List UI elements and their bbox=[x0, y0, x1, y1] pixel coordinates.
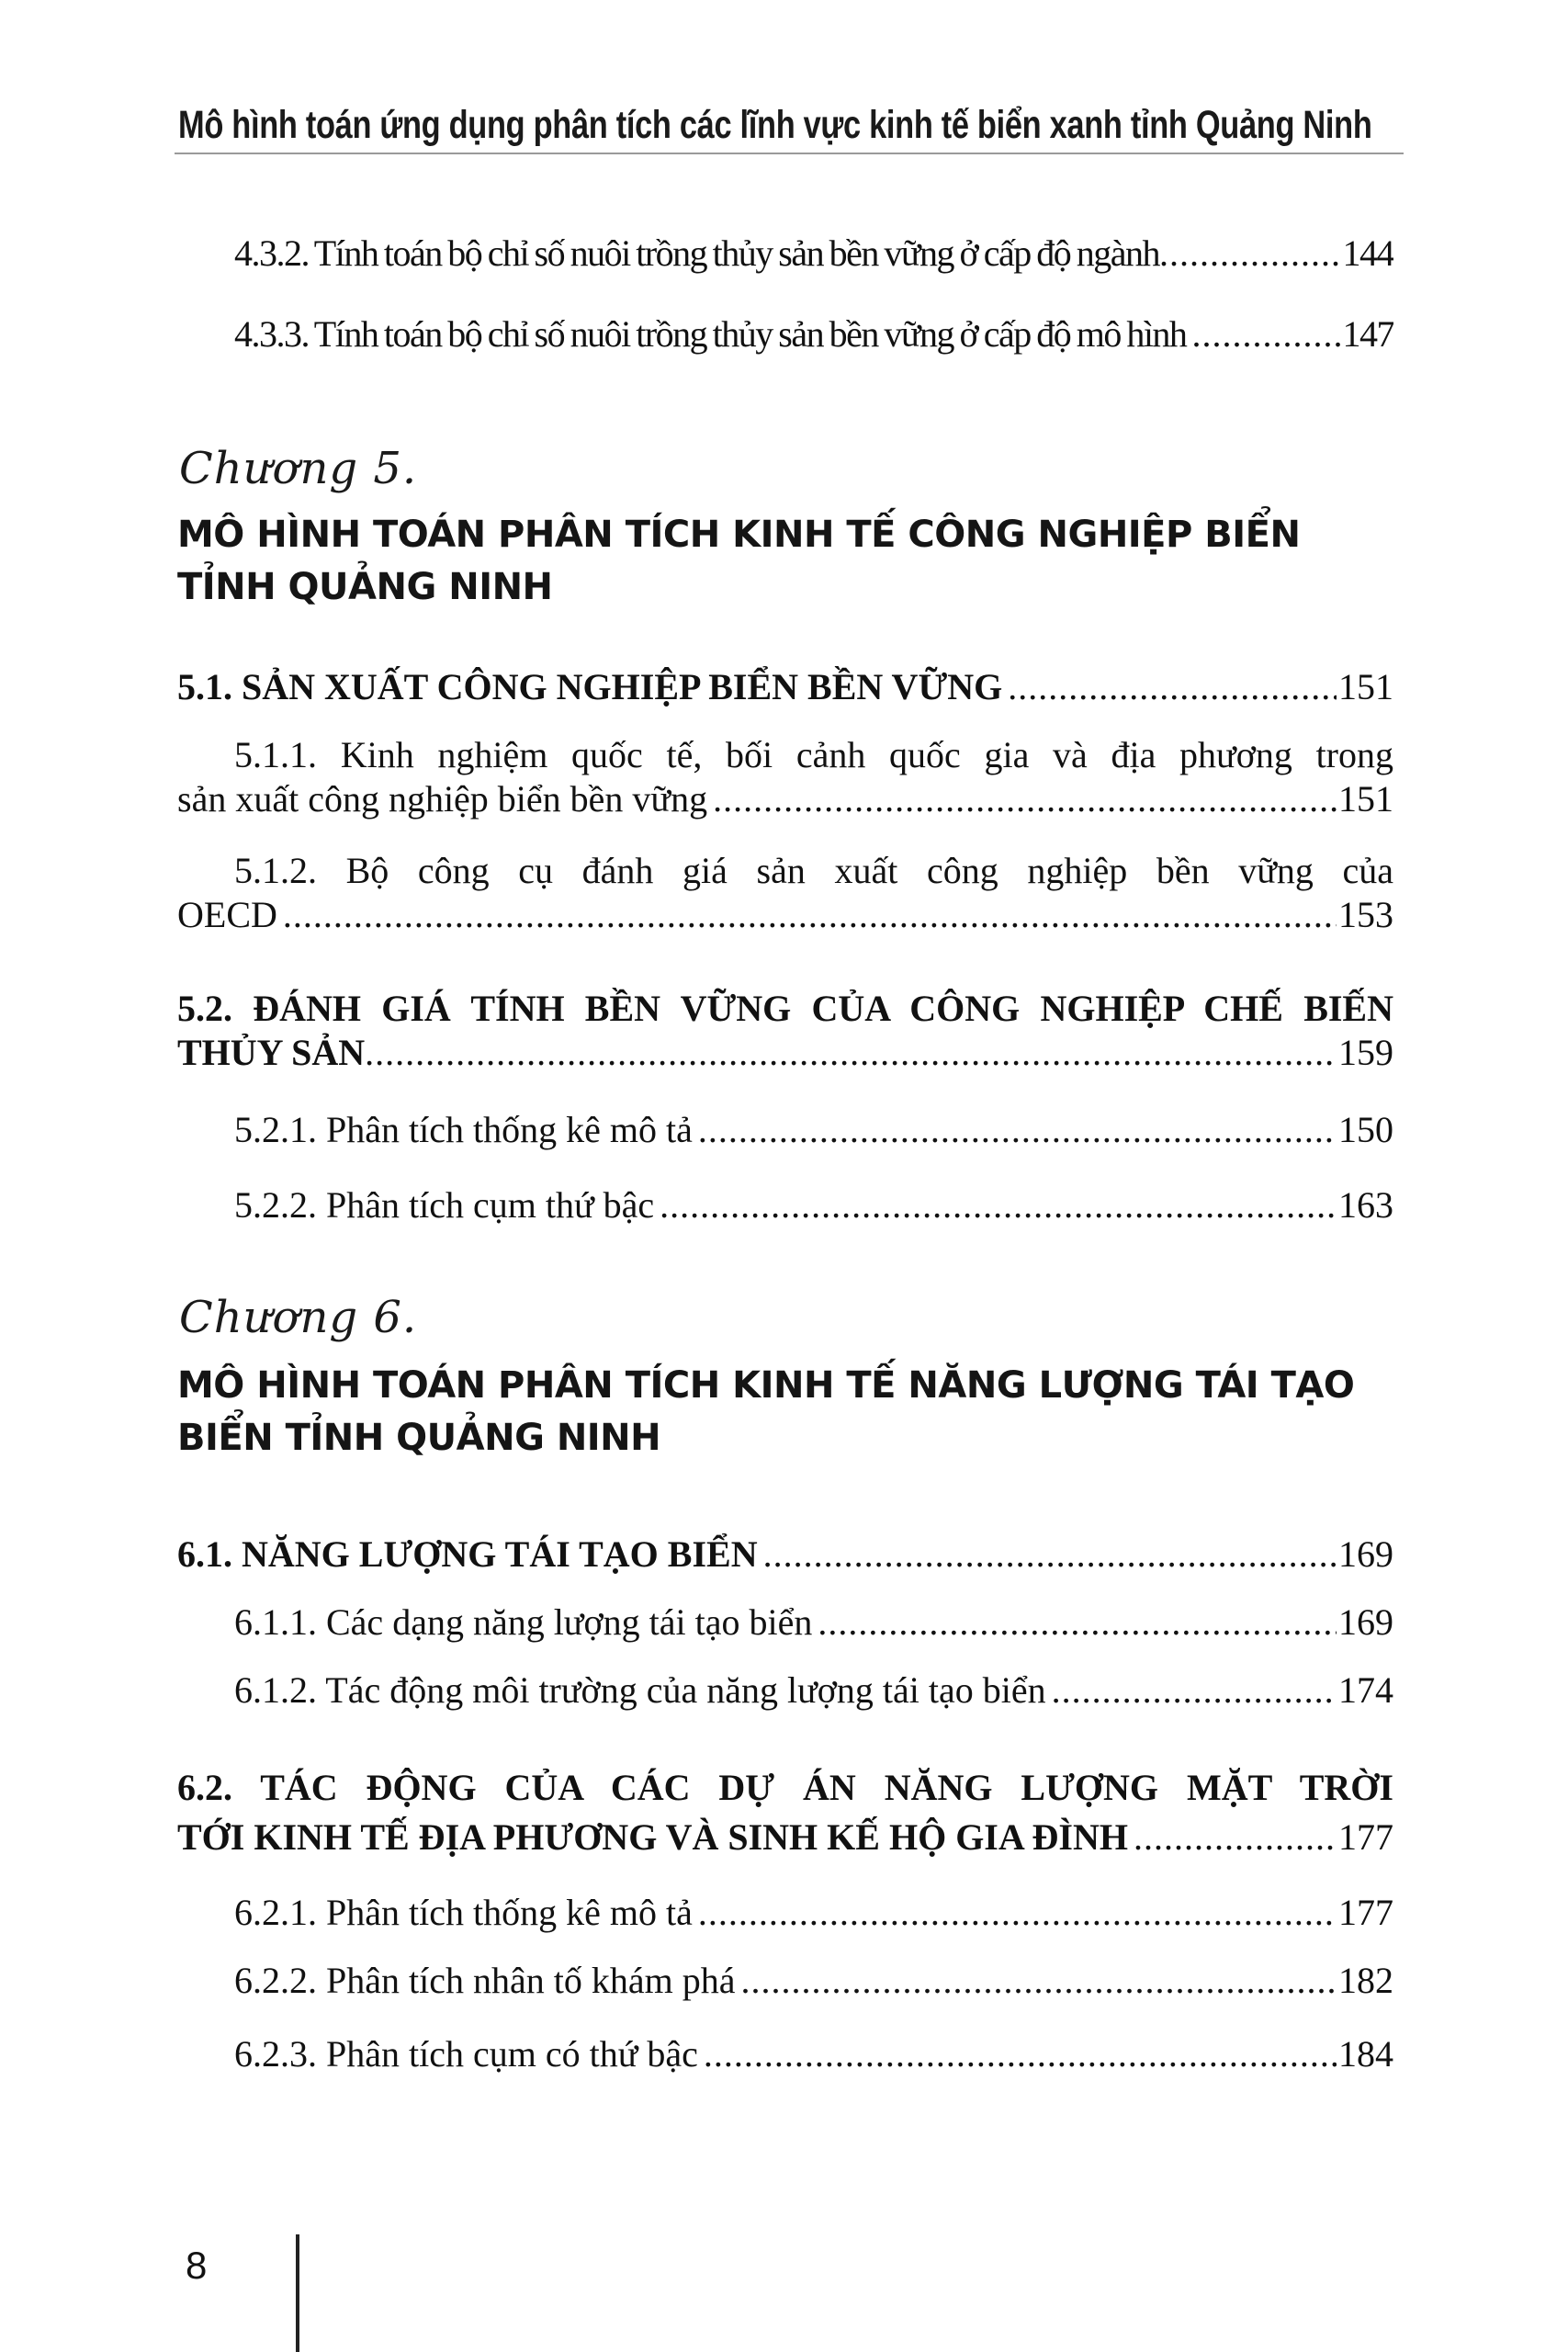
toc-entry-text-line2: TỚI KINH TẾ ĐỊA PHƯƠNG VÀ SINH KẾ HỘ GIA ĐÌNH bbox=[177, 1816, 1128, 1858]
toc-entry-4-3-2 bbox=[234, 232, 1393, 276]
toc-leader-dots bbox=[713, 777, 1337, 821]
toc-entry-4-3-3 bbox=[234, 312, 1393, 356]
chapter-5-title: MÔ HÌNH TOÁN PHÂN TÍCH KINH TẾ CÔNG NGHIỆP BIỂN TỈNH QUẢNG NINH bbox=[177, 514, 1301, 608]
toc-entry-5-2-2 bbox=[234, 1183, 1393, 1227]
toc-entry-text-line2: sản xuất công nghiệp biển bền vững bbox=[177, 778, 708, 820]
toc-entry-text: 6.2.1. Phân tích thống kê mô tả bbox=[234, 1892, 693, 1933]
toc-entry-text-line1: 6.2. TÁC ĐỘNG CỦA CÁC DỰ ÁN NĂNG LƯỢNG MẶT TRỜI bbox=[177, 1767, 1393, 1808]
toc-page-number: 163 bbox=[1338, 1184, 1393, 1226]
toc-entry-text-line2: THỦY SẢN bbox=[177, 1032, 366, 1073]
toc-entry-text-line1: 5.1.2. Bộ công cụ đánh giá sản xuất công nghiệp bền vững của bbox=[234, 850, 1393, 891]
toc-page-number: 184 bbox=[1338, 2033, 1393, 2075]
toc-entry-text: 6.2.3. Phân tích cụm có thứ bậc bbox=[234, 2033, 698, 2075]
toc-leader-dots bbox=[1052, 1668, 1337, 1713]
toc-page-number: 147 bbox=[1342, 313, 1393, 355]
toc-page-number: 151 bbox=[1338, 778, 1393, 820]
toc-leader-dots bbox=[1191, 312, 1340, 356]
toc-entry-6-2-1 bbox=[234, 1891, 1393, 1935]
toc-entry-line2 bbox=[177, 777, 1393, 821]
toc-entry-text-line1: 5.2. ĐÁNH GIÁ TÍNH BỀN VỮNG CỦA CÔNG NGHIỆP CHẾ BIẾN bbox=[177, 988, 1393, 1029]
toc-entry-6-1-1 bbox=[234, 1600, 1393, 1645]
toc-leader-dots bbox=[763, 1532, 1337, 1577]
toc-entry-line2 bbox=[177, 1815, 1393, 1860]
toc-leader-dots bbox=[698, 1108, 1337, 1152]
toc-page-number: 144 bbox=[1342, 232, 1393, 274]
toc-entry-6-2-2 bbox=[234, 1959, 1393, 2003]
toc-leader-dots bbox=[283, 893, 1337, 937]
toc-page-number: 159 bbox=[1338, 1032, 1393, 1073]
toc-page-number: 169 bbox=[1338, 1533, 1393, 1575]
toc-leader-dots bbox=[1008, 665, 1337, 709]
toc-page-number: 174 bbox=[1338, 1669, 1393, 1711]
toc-entry-text: 5.1. SẢN XUẤT CÔNG NGHIỆP BIỂN BỀN VỮNG bbox=[177, 666, 1003, 707]
toc-section-5-1 bbox=[177, 665, 1393, 709]
toc-entry-5-2-1 bbox=[234, 1108, 1393, 1152]
toc-entry-text: 6.2.2. Phân tích nhân tố khám phá bbox=[234, 1960, 736, 2001]
toc-page-number: 177 bbox=[1338, 1816, 1393, 1858]
toc-page-number: 151 bbox=[1338, 666, 1393, 707]
footer-divider bbox=[296, 2234, 299, 2352]
book-title: Mô hình toán ứng dụng phân tích các lĩnh vực kinh tế biển xanh tỉnh Quảng Ninh bbox=[178, 103, 1372, 147]
toc-leader-dots bbox=[365, 1031, 1337, 1075]
toc-page-number: 169 bbox=[1338, 1601, 1393, 1643]
toc-entry-text: 5.2.1. Phân tích thống kê mô tả bbox=[234, 1109, 693, 1150]
toc-entry-6-2-3 bbox=[234, 2032, 1393, 2076]
toc-entry-6-1-2 bbox=[234, 1668, 1393, 1713]
page-number: 8 bbox=[186, 2244, 208, 2287]
toc-leader-dots bbox=[704, 2032, 1337, 2076]
toc-entry-text: 4.3.3. Tính toán bộ chỉ số nuôi trồng thủy sản bền vững ở cấp độ mô hình bbox=[234, 313, 1187, 355]
chapter-6-label: Chương 6. bbox=[179, 1292, 418, 1343]
toc-section-6-1 bbox=[177, 1532, 1393, 1577]
toc-page-number: 153 bbox=[1338, 894, 1393, 935]
toc-entry-text: 6.1.2. Tác động môi trường của năng lượng tái tạo biển bbox=[234, 1669, 1046, 1711]
toc-entry-text: 4.3.2. Tính toán bộ chỉ số nuôi trồng thủy sản bền vững ở cấp độ ngành bbox=[234, 232, 1159, 274]
toc-leader-dots bbox=[818, 1600, 1337, 1645]
running-header bbox=[175, 97, 1404, 154]
toc-entry-line2 bbox=[177, 1031, 1393, 1075]
toc-leader-dots bbox=[740, 1959, 1337, 2003]
toc-leader-dots bbox=[660, 1183, 1337, 1227]
toc-section-5-2 bbox=[177, 987, 1393, 1075]
chapter-6-title: MÔ HÌNH TOÁN PHÂN TÍCH KINH TẾ NĂNG LƯỢNG TÁI TẠO BIỂN TỈNH QUẢNG NINH bbox=[177, 1364, 1355, 1459]
toc-page-number: 182 bbox=[1338, 1960, 1393, 2001]
toc-entry-5-1-1 bbox=[177, 733, 1393, 821]
toc-page-number: 177 bbox=[1338, 1892, 1393, 1933]
toc-entry-line2 bbox=[177, 893, 1393, 937]
toc-leader-dots bbox=[1134, 1815, 1337, 1860]
toc-entry-text-line1: 5.1.1. Kinh nghiệm quốc tế, bối cảnh quốc gia và địa phương trong bbox=[234, 734, 1393, 775]
toc-entry-text: 6.1.1. Các dạng năng lượng tái tạo biển bbox=[234, 1601, 813, 1643]
toc-leader-dots bbox=[1159, 232, 1341, 276]
toc-entry-text: 6.1. NĂNG LƯỢNG TÁI TẠO BIỂN bbox=[177, 1533, 758, 1575]
toc-entry-text: 5.2.2. Phân tích cụm thứ bậc bbox=[234, 1184, 655, 1226]
toc-page-number: 150 bbox=[1338, 1109, 1393, 1150]
chapter-5-label: Chương 5. bbox=[179, 443, 418, 494]
toc-entry-text-line2: OECD bbox=[177, 894, 277, 935]
toc-leader-dots bbox=[698, 1891, 1337, 1935]
toc-section-6-2 bbox=[177, 1760, 1393, 1860]
toc-entry-5-1-2 bbox=[177, 849, 1393, 937]
